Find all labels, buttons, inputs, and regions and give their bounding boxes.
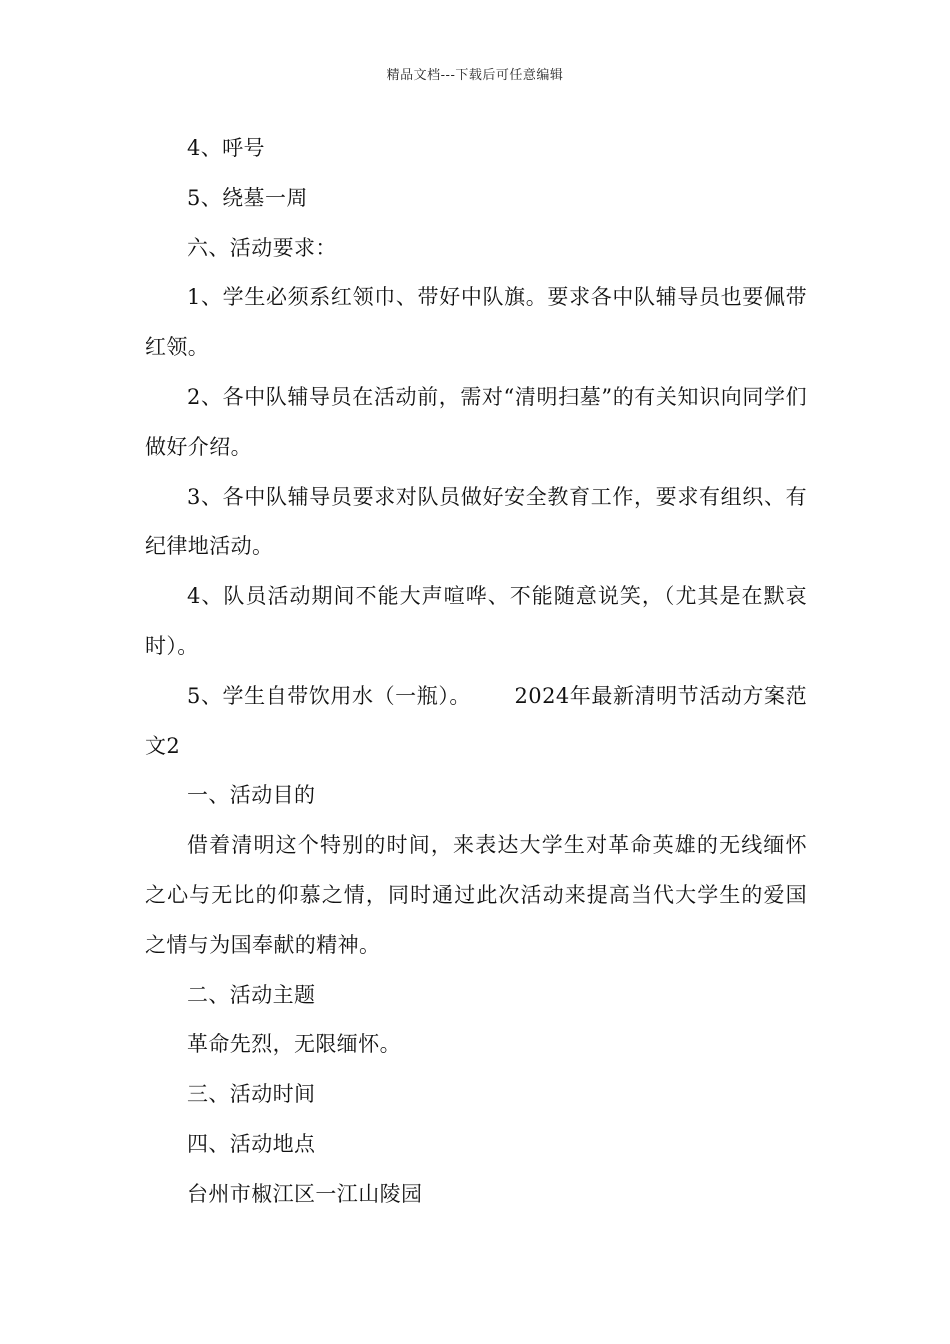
paragraph-requirement-1: 1、学生必须系红领巾、带好中队旗。要求各中队辅导员也要佩带红领。 [145,285,807,360]
paragraph-requirement-2: 2、各中队辅导员在活动前，需对“清明扫墓”的有关知识向同学们做好介绍。 [145,384,807,459]
paragraph-requirement-4: 4、队员活动期间不能大声喧哗、不能随意说笑，（尤其是在默哀时）。 [145,584,807,658]
document-body [145,124,807,1220]
page-header: 精品文档---下载后可任意编辑 [386,68,564,83]
section-heading-theme: 二、活动主题 [187,982,316,1007]
paragraph-theme: 革命先烈，无限缅怀。 [187,1032,401,1057]
section-heading-location: 四、活动地点 [187,1131,316,1156]
section-heading-time: 三、活动时间 [187,1082,316,1107]
paragraph-location: 台州市椒江区一江山陵园 [187,1181,423,1206]
paragraph-requirement-3: 3、各中队辅导员要求对队员做好安全教育工作，要求有组织、有纪律地活动。 [145,484,807,559]
section-heading-requirements: 六、活动要求： [187,235,337,260]
section-heading-purpose: 一、活动目的 [187,783,316,808]
paragraph-requirement-5: 5、学生自带饮用水（一瓶）。 2024年最新清明节活动方案范文2 [145,683,807,758]
paragraph-purpose: 借着清明这个特别的时间，来表达大学生对革命英雄的无线缅怀之心与无比的仰慕之情，同时通过此次活动来提高当代大学生的爱国之情与为国奉献的精神。 [145,833,807,957]
paragraph-shout-slogan: 4、呼号 [187,136,265,160]
paragraph-circle-tomb: 5、绕墓一周 [187,185,308,210]
